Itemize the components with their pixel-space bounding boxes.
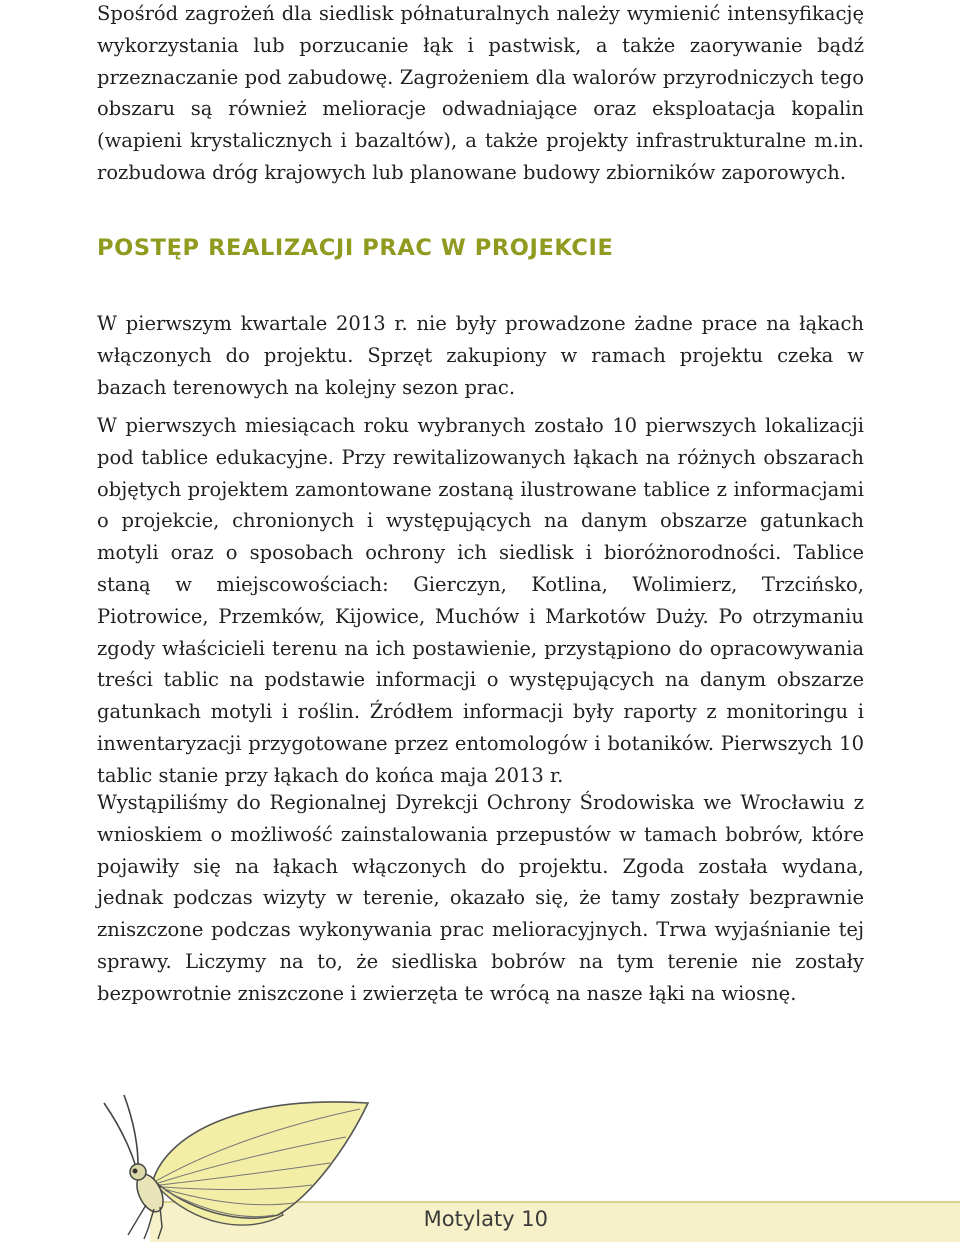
- paragraph-threats: Spośród zagrożeń dla siedlisk półnaturalnych należy wymienić intensyfikację wykorzystania lub porzucanie łąk i pastwisk, a także zaorywanie bądź przeznaczanie pod zabudowę. Zagrożeniem dla walorów przyrodniczych tego obszaru są również melioracje odwadniające oraz eksploatacja kopalin (wapieni krystalicznych i bazaltów), a także projekty infrastrukturalne m.in. rozbudowa dróg krajowych lub planowane budowy zbiorników zaporowych.: [97, 2, 864, 184]
- paragraph-first-quarter: W pierwszym kwartale 2013 r. nie były prowadzone żadne prace na łąkach włączonych do projektu. Sprzęt zakupiony w ramach projektu czeka w bazach terenowych na kolejny sezon prac.: [97, 312, 864, 399]
- butterfly-illustration-icon: [98, 1075, 383, 1240]
- paragraph-beavers: Wystąpiliśmy do Regionalnej Dyrekcji Ochrony Środowiska we Wrocławiu z wnioskiem o możliwość zainstalowania przepustów w tamach bobrów, które pojawiły się na łąkach włączonych do projektu. Zgoda została wydana, jednak podczas wizyty w terenie, okazało się, że tamy zostały bezprawnie zniszczone podczas wykonywania prac melioracyjnych. Trwa wyjaśnianie tej sprawy. Liczymy na to, że siedliska bobrów na tym terenie nie zostały bezpowrotnie zniszczone i zwierzęta te wrócą na nasze łąki na wiosnę.: [97, 791, 864, 1005]
- footer-page-label: Motylaty 10: [423, 1207, 548, 1231]
- paragraph-educational-boards: W pierwszych miesiącach roku wybranych zostało 10 pierwszych lokalizacji pod tablice edukacyjne. Przy rewitalizowanych łąkach na różnych obszarach objętych projektem zamontowane zostaną ilustrowane tablice z informacjami o projekcie, chronionych i występujących na danym obszarze gatunkach motyli oraz o sposobach ochrony ich siedlisk i bioróżnorodności. Tablice staną w miejscowościach: Gierczyn, Kotlina, Wolimierz, Trzcińsko, Piotrowice, Przemków, Kijowice, Muchów i Markotów Duży. Po otrzymaniu zgody właścicieli terenu na ich postawienie, przystąpiono do opracowywania treści tablic na podstawie informacji o występujących na danym obszarze gatunkach motyli i roślin. Źródłem informacji były raporty z monitoringu i inwentaryzacji przygotowane przez entomologów i botaników. Pierwszych 10 tablic stanie przy łąkach do końca maja 2013 r.: [97, 414, 864, 787]
- section-heading: POSTĘP REALIZACJI PRAC W PROJEKCIE: [97, 235, 614, 261]
